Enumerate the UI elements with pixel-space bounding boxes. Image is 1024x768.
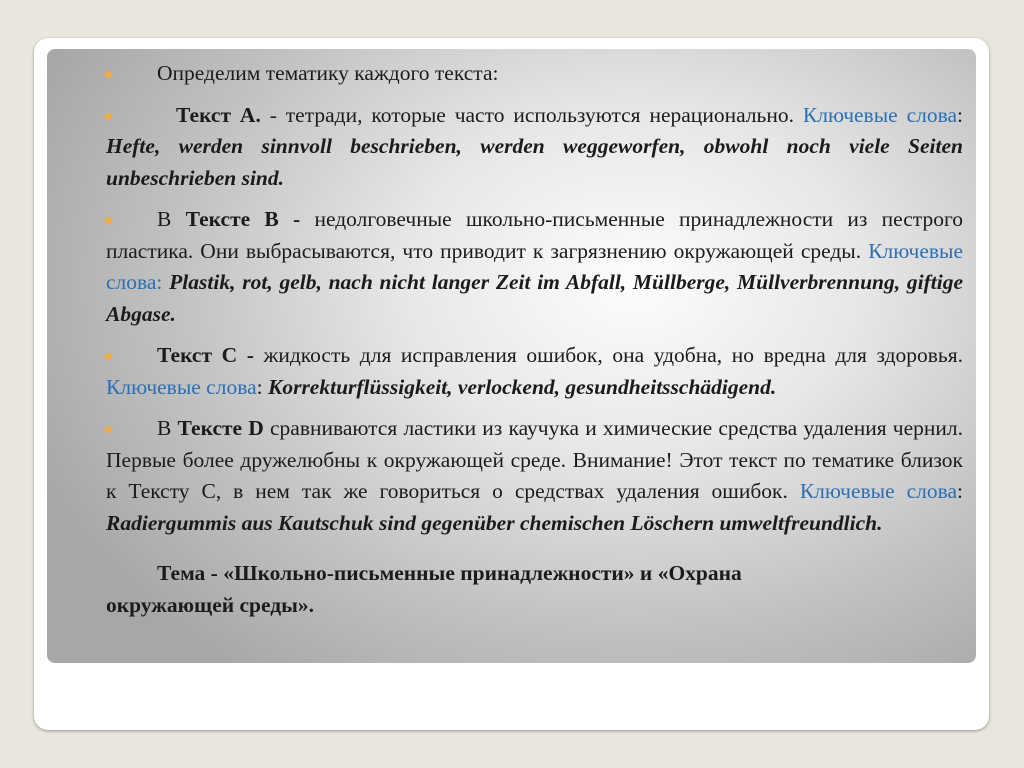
text-description: жидкость для исправления ошибок, она удобна, но вредна для здоровья. xyxy=(253,343,964,367)
text-label: Тексте В - xyxy=(185,207,301,231)
keywords: Plastik, rot, gelb, nach nicht langer Zeit im Abfall, Müllberge, Müllverbrennung, giftige Abgase. xyxy=(106,270,963,326)
bullet-text xyxy=(106,340,963,403)
text-label: Тексте D xyxy=(177,416,264,440)
keywords-label: Ключевые слова xyxy=(802,102,958,127)
bullet-dot-icon xyxy=(105,353,112,360)
keywords: Korrekturflüssigkeit, verlockend, gesundheitsschädigend. xyxy=(267,374,777,399)
text-description: недолговечные школьно-письменные принадлежности из пестрого пластика. Они выбрасываются, что приводит к загрязнению окружающей среды. xyxy=(106,207,963,263)
bullet-dot-icon xyxy=(105,71,112,78)
prefix: В xyxy=(157,207,186,231)
bullet-text-a xyxy=(106,100,963,195)
text-description: - тетради, которые часто используются нерационально. xyxy=(260,102,803,127)
text-label: Текст С - xyxy=(157,343,254,367)
bullet-dot-icon xyxy=(105,426,112,433)
bullet-text-b xyxy=(106,204,963,330)
text-label: Текст А. xyxy=(176,102,261,127)
prefix: В xyxy=(157,416,178,440)
bullet-intro xyxy=(106,58,963,90)
bullet-text-c xyxy=(106,340,963,403)
conclusion-topic: Тема - «Школьно-письменные принадлежности» и «Охрана окружающей среды». xyxy=(106,561,742,617)
bullet-text xyxy=(106,204,963,330)
bullet-dot-icon xyxy=(105,113,112,120)
keywords: Hefte, werden sinnvoll beschrieben, werden weggeworfen, obwohl noch viele Seiten unbeschrieben sind. xyxy=(106,134,963,190)
bullet-text xyxy=(106,413,963,539)
bullet-text: Определим тематику каждого текста: xyxy=(157,61,499,85)
keywords-label: Ключевые слова: xyxy=(106,238,963,294)
text-description: сравниваются ластики из каучука и химические средства удаления чернил. Первые более дружелюбны к окружающей среде. Внимание! Этот текст по тематике близок к Тексту С, в нем так же говориться о средствах удаления ошибок. xyxy=(106,416,964,503)
colon: : xyxy=(256,374,268,399)
colon: : xyxy=(957,102,963,127)
keywords: Radiergummis aus Kautschuk sind gegenüber chemischen Löschern umweltfreundlich. xyxy=(106,510,883,535)
keywords-label: Ключевые слова xyxy=(106,374,257,399)
bullet-list xyxy=(106,58,963,549)
bullet-dot-icon xyxy=(105,217,112,224)
bullet-text-d xyxy=(106,413,963,539)
bullet-text xyxy=(106,100,963,195)
colon: : xyxy=(957,479,963,503)
keywords-label: Ключевые слова xyxy=(799,479,957,503)
